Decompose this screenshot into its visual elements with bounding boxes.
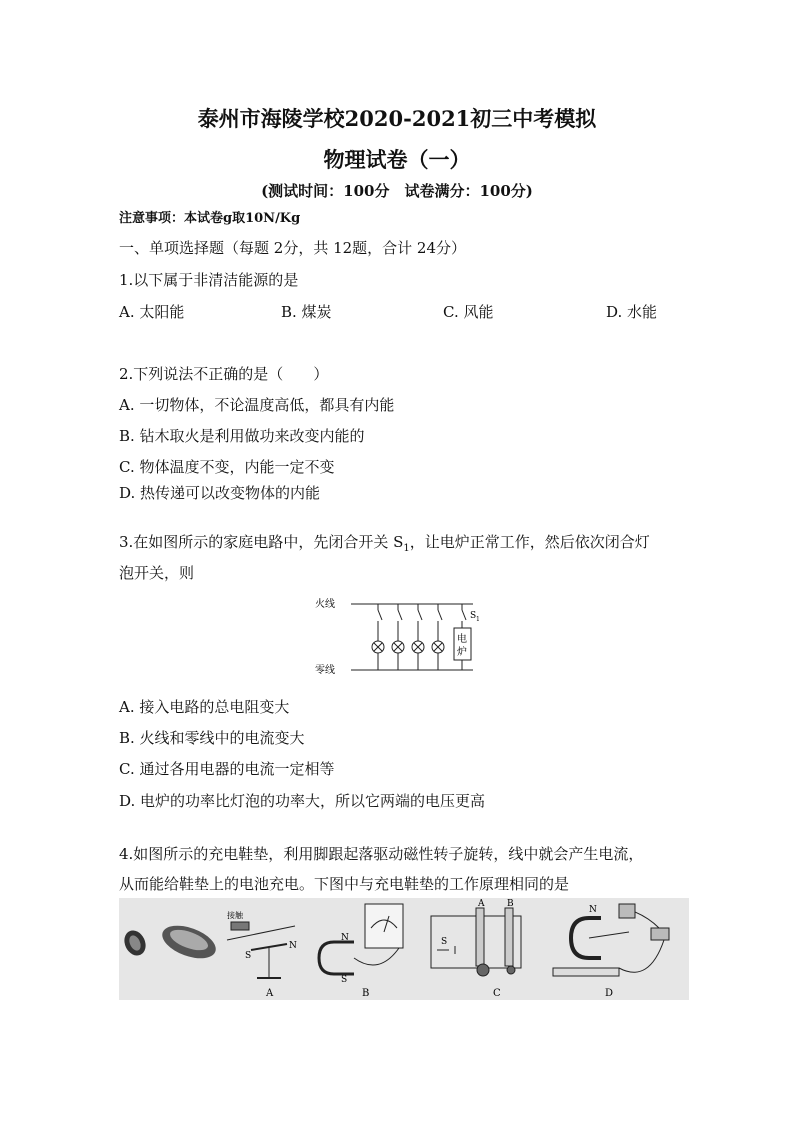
question-4-stem-line1: 4.如图所示的充电鞋垫，利用脚跟起落驱动磁性转子旋转，线中就会产生电流， — [119, 845, 644, 863]
q3-option-d: D. 电炉的功率比灯泡的功率大，所以它两端的电压更高 — [119, 792, 486, 810]
question-1-options — [0, 301, 794, 323]
q3-option-a: A. 接入电路的总电阻变大 — [119, 698, 290, 716]
question-3-stem-line2: 泡开关，则 — [119, 564, 195, 582]
figure-label-d: D — [605, 988, 614, 999]
lamp-branch-1 — [372, 604, 384, 670]
q3-stem-part-b: ，让电炉正常工作，然后依次闭合灯 — [409, 533, 650, 551]
switch-s1-sub: 1 — [476, 616, 480, 623]
exam-note: 注意事项：本试卷g取10N/Kg — [119, 211, 301, 226]
figure-b-n-label: N — [341, 933, 349, 943]
exam-title: 泰州市海陵学校2020-2021初三中考模拟 — [197, 106, 597, 131]
q1-option-d: D. 水能 — [606, 303, 658, 321]
exam-subtitle: 物理试卷（一） — [323, 147, 471, 172]
exam-time-info: (测试时间：100分 试卷满分：100分) — [261, 182, 533, 200]
question-2-stem: 2.下列说法不正确的是（ ） — [119, 365, 329, 383]
section-heading: 一、单项选择题（每题 2分，共 12题，合计 24分） — [119, 239, 467, 257]
q2-option-a: A. 一切物体，不论温度高低，都具有内能 — [119, 396, 395, 414]
figure-c-a-label: A — [478, 899, 485, 909]
q2-option-c: C. 物体温度不变，内能一定不变 — [119, 458, 335, 476]
figure-a-contact-label: 接触 — [227, 911, 243, 920]
furnace-label-2: 炉 — [457, 647, 467, 658]
question-4-stem-line2: 从而能给鞋垫上的电池充电。下图中与充电鞋垫的工作原理相同的是 — [119, 875, 570, 893]
q2-option-b: B. 钻木取火是利用做功来改变内能的 — [119, 427, 365, 445]
question-3-stem-line1 — [119, 531, 650, 554]
q3-stem-part-a: 3.在如图所示的家庭电路中，先闭合开关 S — [119, 533, 404, 551]
charging-insole-figure — [119, 898, 689, 1000]
live-wire-label: 火线 — [315, 599, 335, 610]
q2-option-d: D. 热传递可以改变物体的内能 — [119, 484, 321, 502]
q1-option-a: A. 太阳能 — [119, 303, 185, 321]
figure-a-n-label: N — [289, 941, 297, 951]
furnace-label-1: 电 — [457, 634, 467, 645]
figure-c-b-label: B — [507, 899, 514, 909]
neutral-wire-label: 零线 — [315, 665, 335, 676]
switch-s1-label: S — [470, 611, 477, 621]
household-circuit-figure — [315, 590, 490, 680]
q3-option-c: C. 通过各用电器的电流一定相等 — [119, 760, 335, 778]
figure-label-b: B — [362, 988, 370, 999]
q1-option-b: B. 煤炭 — [281, 303, 332, 321]
figure-b-s-label: S — [341, 975, 348, 985]
figure-d-n-label: N — [589, 905, 597, 915]
figure-label-a: A — [266, 988, 274, 999]
figure-a-s-label: S — [245, 951, 252, 961]
q1-option-c: C. 风能 — [443, 303, 494, 321]
question-1-stem: 1.以下属于非清洁能源的是 — [119, 271, 299, 289]
q3-option-b: B. 火线和零线中的电流变大 — [119, 729, 305, 747]
figure-c-s-label: S — [441, 937, 448, 947]
q3-stem-sub: 1 — [403, 543, 410, 554]
figure-label-c: C — [493, 988, 501, 999]
